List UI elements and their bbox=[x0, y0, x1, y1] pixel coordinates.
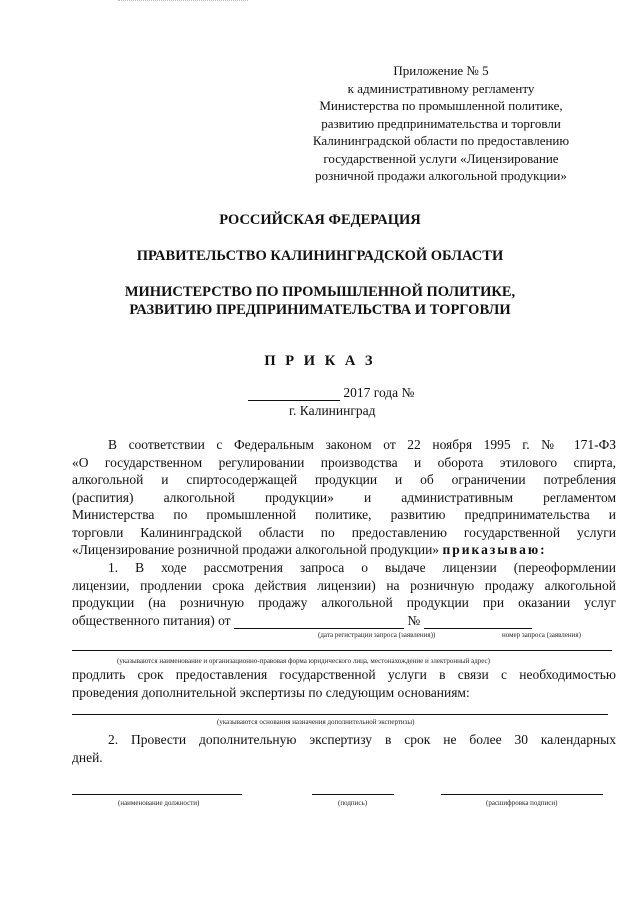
position-blank bbox=[72, 794, 242, 795]
intro-paragraph bbox=[72, 436, 616, 559]
document-type-heading: П Р И К А З bbox=[264, 353, 376, 369]
item-2-line: 2. Провести дополнительную экспертизу в срок не более 30 календарных bbox=[108, 732, 616, 747]
intro-line: «О государственном регулировании производства и оборота этилового спирта, bbox=[72, 454, 616, 470]
intro-line: Министерства по промышленной политике, развитию предпринимательства и bbox=[72, 507, 616, 522]
appendix-line: к административному регламенту bbox=[347, 80, 535, 96]
government-heading: ПРАВИТЕЛЬСТВО КАЛИНИНГРАДСКОЙ ОБЛАСТИ bbox=[136, 248, 504, 264]
ministry-heading-line-1: МИНИСТЕРСТВО ПО ПРОМЫШЛЕННОЙ ПОЛИТИКЕ, bbox=[124, 284, 516, 300]
caption-decoding: (расшифровка подписи) bbox=[486, 799, 558, 807]
scan-artifact bbox=[118, 0, 248, 4]
appendix-line: Министерства по промышленной политике, bbox=[319, 98, 563, 113]
caption-signature: (подпись) bbox=[338, 799, 368, 807]
item-1-line: лицензии, продлении срока действия лицензии) на розничную продажу алкогольной bbox=[72, 577, 616, 593]
caption-position: (наименование должности) bbox=[118, 799, 200, 807]
appendix-line: розничной продажи алкогольной продукции» bbox=[315, 168, 567, 183]
decoding-blank bbox=[441, 794, 603, 795]
order-word: приказываю: bbox=[442, 542, 547, 557]
item-1-line: 1. В ходе рассмотрения запроса о выдаче лицензии (переоформлении bbox=[108, 560, 616, 575]
appendix-line: Калининградской области по предоставлению bbox=[312, 133, 570, 148]
legal-entity-blank bbox=[72, 650, 612, 651]
appendix-block bbox=[285, 62, 597, 185]
number-sign: № bbox=[407, 612, 421, 628]
item-1-line bbox=[72, 612, 616, 630]
date-line bbox=[248, 385, 414, 401]
country-heading: РОССИЙСКАЯ ФЕДЕРАЦИЯ bbox=[219, 212, 421, 228]
extend-paragraph bbox=[72, 666, 616, 701]
item-2-paragraph bbox=[72, 731, 616, 766]
caption-request-date: (дата регистрации запроса (заявления)) bbox=[318, 631, 436, 639]
intro-line: (распития) алкогольной продукции» и административным регламентом bbox=[72, 489, 616, 505]
item-2-line: дней. bbox=[72, 749, 103, 765]
caption-legal-entity: (указываются наименование и организационно-правовая форма юридического лица, местонахождение и электронный адрес) bbox=[117, 657, 490, 665]
caption-request-number: номер запроса (заявления) bbox=[502, 631, 581, 639]
intro-end-text: «Лицензирование розничной продажи алкогольной продукции» bbox=[72, 542, 440, 557]
date-year-text: 2017 года № bbox=[343, 385, 415, 400]
request-number-blank bbox=[424, 615, 532, 629]
appendix-line: государственной услуги «Лицензирование bbox=[323, 150, 559, 166]
intro-line: алкогольной и спиртосодержащей продукции и об ограничении потребления bbox=[72, 472, 616, 487]
grounds-blank bbox=[72, 714, 608, 715]
city-line: г. Калининград bbox=[289, 403, 376, 418]
caption-grounds: (указываются основания назначения дополнительной экспертизы) bbox=[217, 718, 415, 726]
intro-line: В соответствии с Федеральным законом от 22 ноября 1995 г. № 171-ФЗ bbox=[108, 437, 616, 452]
signature-blank bbox=[312, 794, 394, 795]
appendix-line: Приложение № 5 bbox=[393, 63, 489, 78]
request-date-blank bbox=[234, 615, 404, 629]
intro-line bbox=[72, 541, 616, 559]
ministry-heading-line-2: РАЗВИТИЮ ПРЕДПРИНИМАТЕЛЬСТВА И ТОРГОВЛИ bbox=[129, 302, 511, 318]
item-1-from-text: общественного питания) от bbox=[72, 612, 231, 628]
extend-line: продлить срок предоставления государственной услуги в связи с необходимостью bbox=[72, 667, 616, 682]
date-blank bbox=[248, 387, 340, 401]
item-1-line: продукции (на розничную продажу алкогольной продукции при оказании услуг bbox=[72, 595, 616, 610]
item-1-paragraph bbox=[72, 559, 616, 629]
appendix-line: развитию предпринимательства и торговли bbox=[321, 115, 561, 131]
extend-line: проведения дополнительной экспертизы по следующим основаниям: bbox=[72, 684, 470, 700]
intro-line: торговли Калининградской области по предоставлению государственной услуги bbox=[72, 524, 616, 540]
